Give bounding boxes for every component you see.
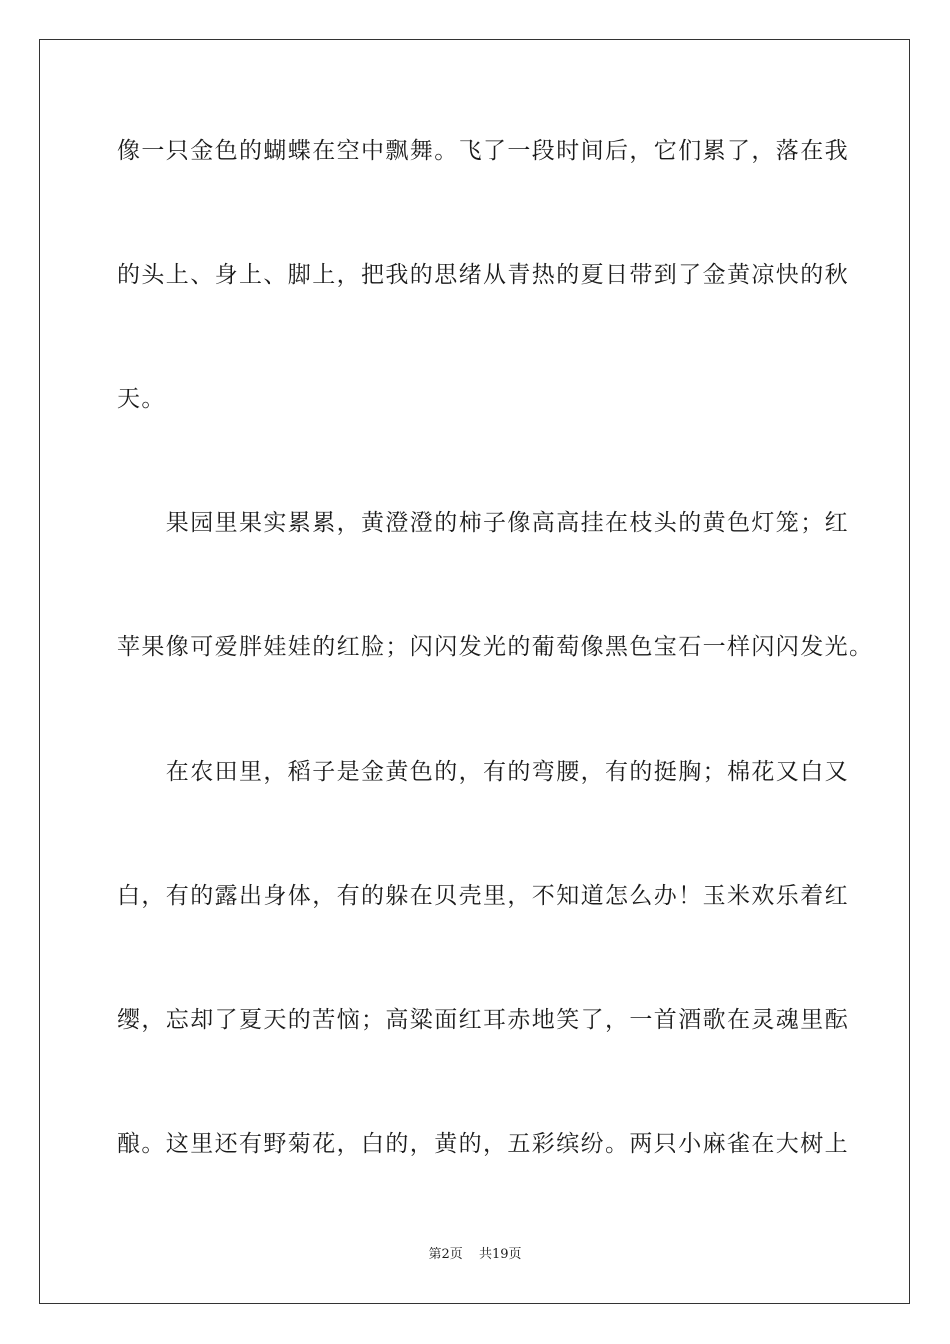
body-text-line: 天。 [117,386,166,412]
body-text-line: 白，有的露出身体，有的躲在贝壳里，不知道怎么办！玉米欢乐着红 [117,883,849,909]
body-text-line: 苹果像可爱胖娃娃的红脸；闪闪发光的葡萄像黑色宝石一样闪闪发光。 [117,634,874,660]
total-pages: 共19页 [478,1247,522,1262]
body-text-line: 果园里果实累累，黄澄澄的柿子像高高挂在枝头的黄色灯笼；红 [117,510,849,536]
body-text-line: 像一只金色的蝴蝶在空中飘舞。飞了一段时间后，它们累了，落在我 [117,138,849,164]
page-footer [0,1246,950,1264]
body-text-line: 酿。这里还有野菊花，白的，黄的，五彩缤纷。两只小麻雀在大树上 [117,1131,849,1157]
body-text-line: 缨，忘却了夏天的苦恼；高粱面红耳赤地笑了，一首酒歌在灵魂里酝 [117,1007,849,1033]
body-text-line: 在农田里，稻子是金黄色的，有的弯腰，有的挺胸；棉花又白又 [117,759,849,785]
page-number: 第2页 [428,1247,463,1262]
page-border [39,39,910,1304]
body-text-line: 的头上、身上、脚上，把我的思绪从青热的夏日带到了金黄凉快的秋 [117,262,849,288]
